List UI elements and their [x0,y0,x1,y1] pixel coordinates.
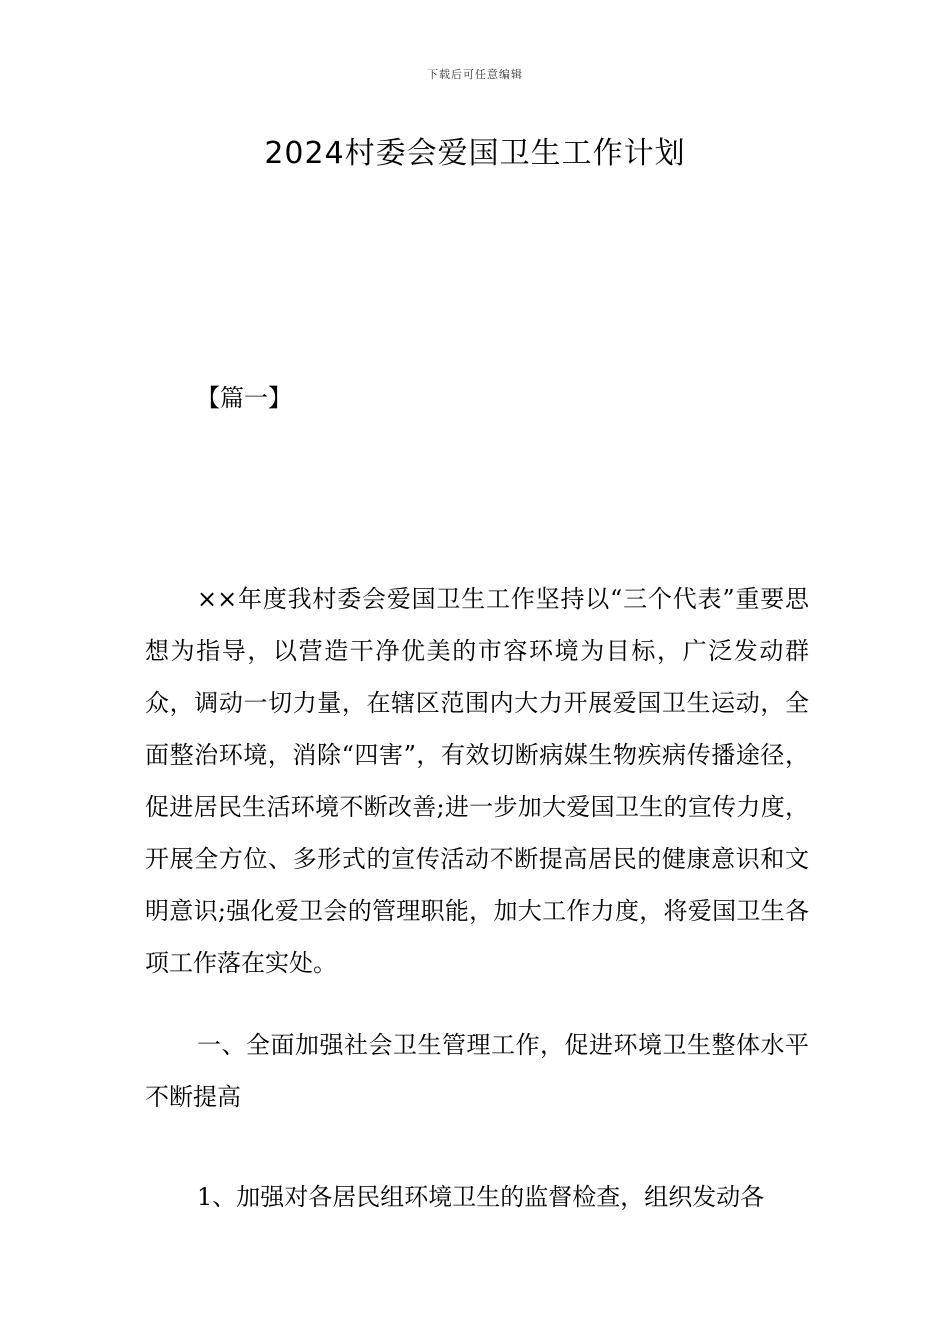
section-heading-1: 一、全面加强社会卫生管理工作，促进环境卫生整体水平不断提高 [145,1031,809,1111]
header-note: 下载后可任意编辑 [427,68,523,81]
section-label: 【篇一】 [196,384,292,412]
intro-paragraph: ××年度我村委会爱国卫生工作坚持以“三个代表”重要思想为指导，以营造干净优美的市容环境为目标，广泛发动群众，调动一切力量，在辖区范围内大力开展爱国卫生运动，全面整治环境，消除“四害”，有效切断病媒生物疾病传播途径，促进居民生活环境不断改善;进一步加大爱国卫生的宣传力度，开展全方位、多形式的宣传活动不断提高居民的健康意识和文明意识;强化爱卫会的管理职能，加大工作力度，将爱国卫生各项工作落在实处。 [145,585,809,977]
list-item-1: 1、加强对各居民组环境卫生的监督检查，组织发动各 [197,1183,765,1211]
document-title: 2024村委会爱国卫生工作计划 [264,136,686,171]
